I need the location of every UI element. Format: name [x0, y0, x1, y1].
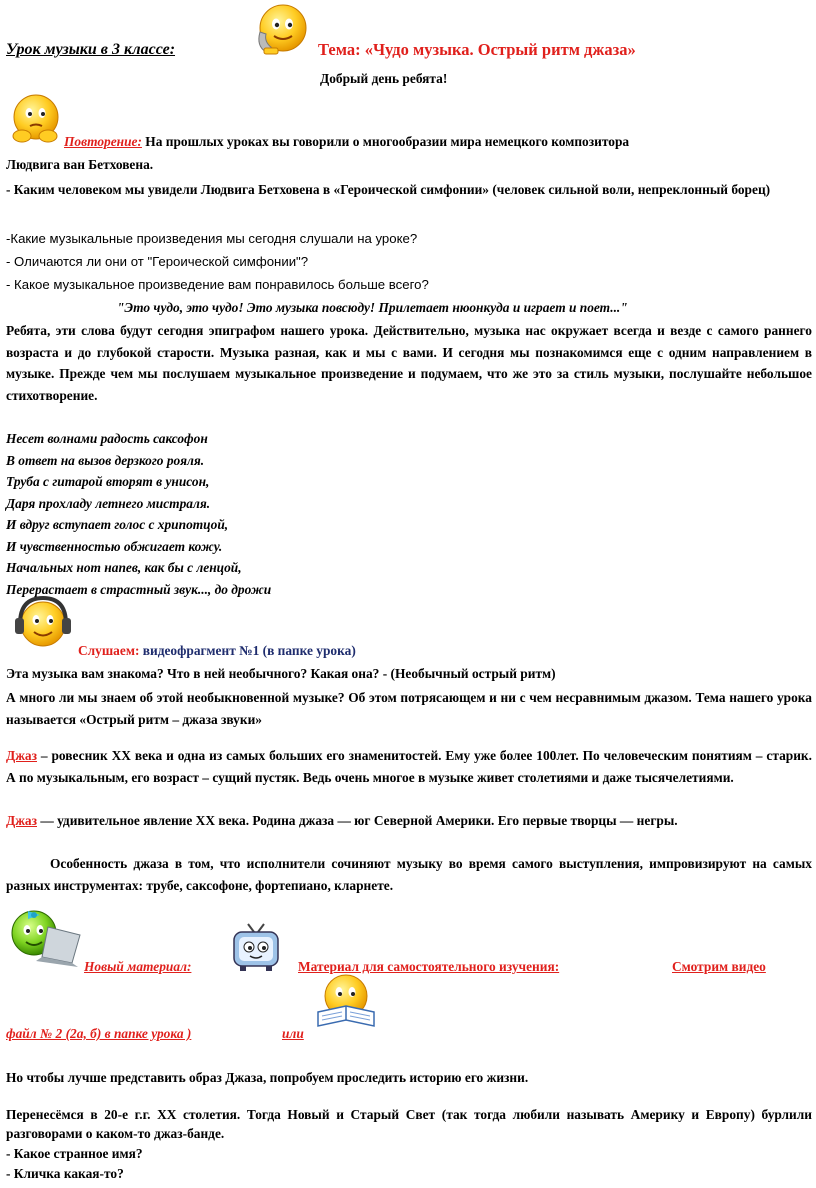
lesson-topic: Тема: «Чудо музыка. Острый ритм джаза»: [318, 40, 636, 59]
listen-label: Слушаем:: [78, 643, 140, 658]
jazz-paragraph-1: [6, 745, 812, 788]
review-question-4: - Какое музыкальное произведение вам понравилось больше всего?: [6, 277, 429, 292]
poem-line: Начальных нот напев, как бы с ленцой,: [6, 560, 242, 575]
smiley-laptop-icon: [6, 905, 86, 969]
history-question-2: - Кличка какая-то?: [6, 1166, 124, 1181]
smiley-thinking-icon: [6, 92, 64, 148]
video-file-label: файл № 2 (2а, б) в папке урока ): [6, 1026, 192, 1041]
poem-line: И чувственностью обжигает кожу.: [6, 538, 223, 554]
listen-text: видеофрагмент №1 (в папке урока): [139, 643, 356, 658]
poem-line: И вдруг вступает голос с хрипотцой,: [6, 517, 229, 532]
review-text-1: На прошлых уроках вы говорили о многообразии мира немецкого композитора: [141, 134, 630, 149]
poem-line: Перерастает в страстный звук..., до дрожи: [6, 581, 272, 597]
jazz-paragraph-3: Особенность джаза в том, что исполнители сочиняют музыку во время самого выступления, импровизируют на самых разных инструментах: трубе, саксофоне, фортепиано, кларнете.: [6, 856, 812, 893]
jazz-text-1: – ровесник XX века и одна из самых больших его знаменитостей. Ему уже более 100лет. По человеческим понятиям – старик. А по музыкальным, его возраст – сущий пустяк. Ведь очень многое в музыке живет столетиями и даже тысячелетиями.: [6, 748, 812, 785]
review-text-2: Людвига ван Бетховена.: [6, 157, 154, 172]
review-line-1: [64, 132, 629, 151]
jazz-text-2: — удивительное явление XX века. Родина джаза — юг Северной Америки. Его первые творцы — негры.: [37, 813, 678, 828]
jazz-word: Джаз: [6, 813, 37, 828]
jazz-word: Джаз: [6, 748, 37, 763]
epigraph-text: Ребята, эти слова будут сегодня эпиграфом нашего урока. Действительно, музыка нас окружает всегда и везде с самого раннего возраста и до глубокой старости. Музыка разная, как и мы с вами. И сегодня мы познакомимся еще с одним направлением в музыке. Прежде чем мы послушаем музыкальное произведение и подумаем, что же это за стиль музыки, послушайте небольшое стихотворение.: [6, 323, 812, 403]
review-question-3: - Оличаются ли они от "Героической симфонии"?: [6, 254, 309, 269]
history-question-1: - Какое странное имя?: [6, 1146, 143, 1161]
watch-video: Смотрим видео: [672, 959, 766, 974]
watch-video-line: [672, 957, 766, 976]
greeting: Добрый день ребята!: [320, 71, 448, 86]
history-paragraph-1: Но чтобы лучше представить образ Джаза, попробуем проследить историю его жизни.: [6, 1070, 529, 1085]
listen-question: Эта музыка вам знакома? Что в ней необычного? Какая она? - (Необычный острый ритм): [6, 666, 556, 681]
review-label: Повторение:: [64, 134, 142, 149]
poem-line: Даря прохладу летнего мистраля.: [6, 495, 211, 511]
listen-paragraph: А много ли мы знаем об этой необыкновенной музыке? Об этом потрясающем и ни с чем несравнимым джазом. Тема нашего урока называется «Острый ритм – джаза звуки»: [6, 690, 812, 727]
smiley-phone-icon: [252, 2, 312, 60]
poem: [6, 428, 271, 600]
poem-line: Несет волнами радость саксофон: [6, 431, 208, 446]
smiley-reading-icon: [312, 972, 378, 1032]
review-question-1: - Каким человеком мы увидели Людвига Бетховена в «Героической симфонии» (человек сильной воли, непреклонный борец): [6, 182, 771, 197]
or-label: или: [282, 1026, 304, 1041]
listen-line: [78, 641, 356, 660]
history-paragraph-2: Перенесёмся в 20-е г.г. XX столетия. Тогда Новый и Старый Свет (так тогда любили называть Америку и Европу) бурлили разговорами о каком-то джаз-банде.: [6, 1107, 812, 1141]
self-study-label: Материал для самостоятельного изучения:: [298, 959, 560, 974]
poem-line: Труба с гитарой вторят в унисон,: [6, 474, 210, 489]
poem-line: В ответ на вызов дерзкого рояля.: [6, 452, 205, 468]
tv-character-icon: [228, 922, 284, 972]
lesson-title: Урок музыки в 3 классе:: [6, 41, 176, 58]
epigraph-quote: "Это чудо, это чудо! Это музыка повсюду! Прилетает нюонкуда и играет и поет...": [117, 300, 628, 315]
smiley-headphones-icon: [12, 594, 74, 654]
jazz-paragraph-2: [6, 810, 812, 832]
new-material-label: Новый материал:: [84, 959, 192, 974]
review-question-2: -Какие музыкальные произведения мы сегодня слушали на уроке?: [6, 231, 418, 246]
